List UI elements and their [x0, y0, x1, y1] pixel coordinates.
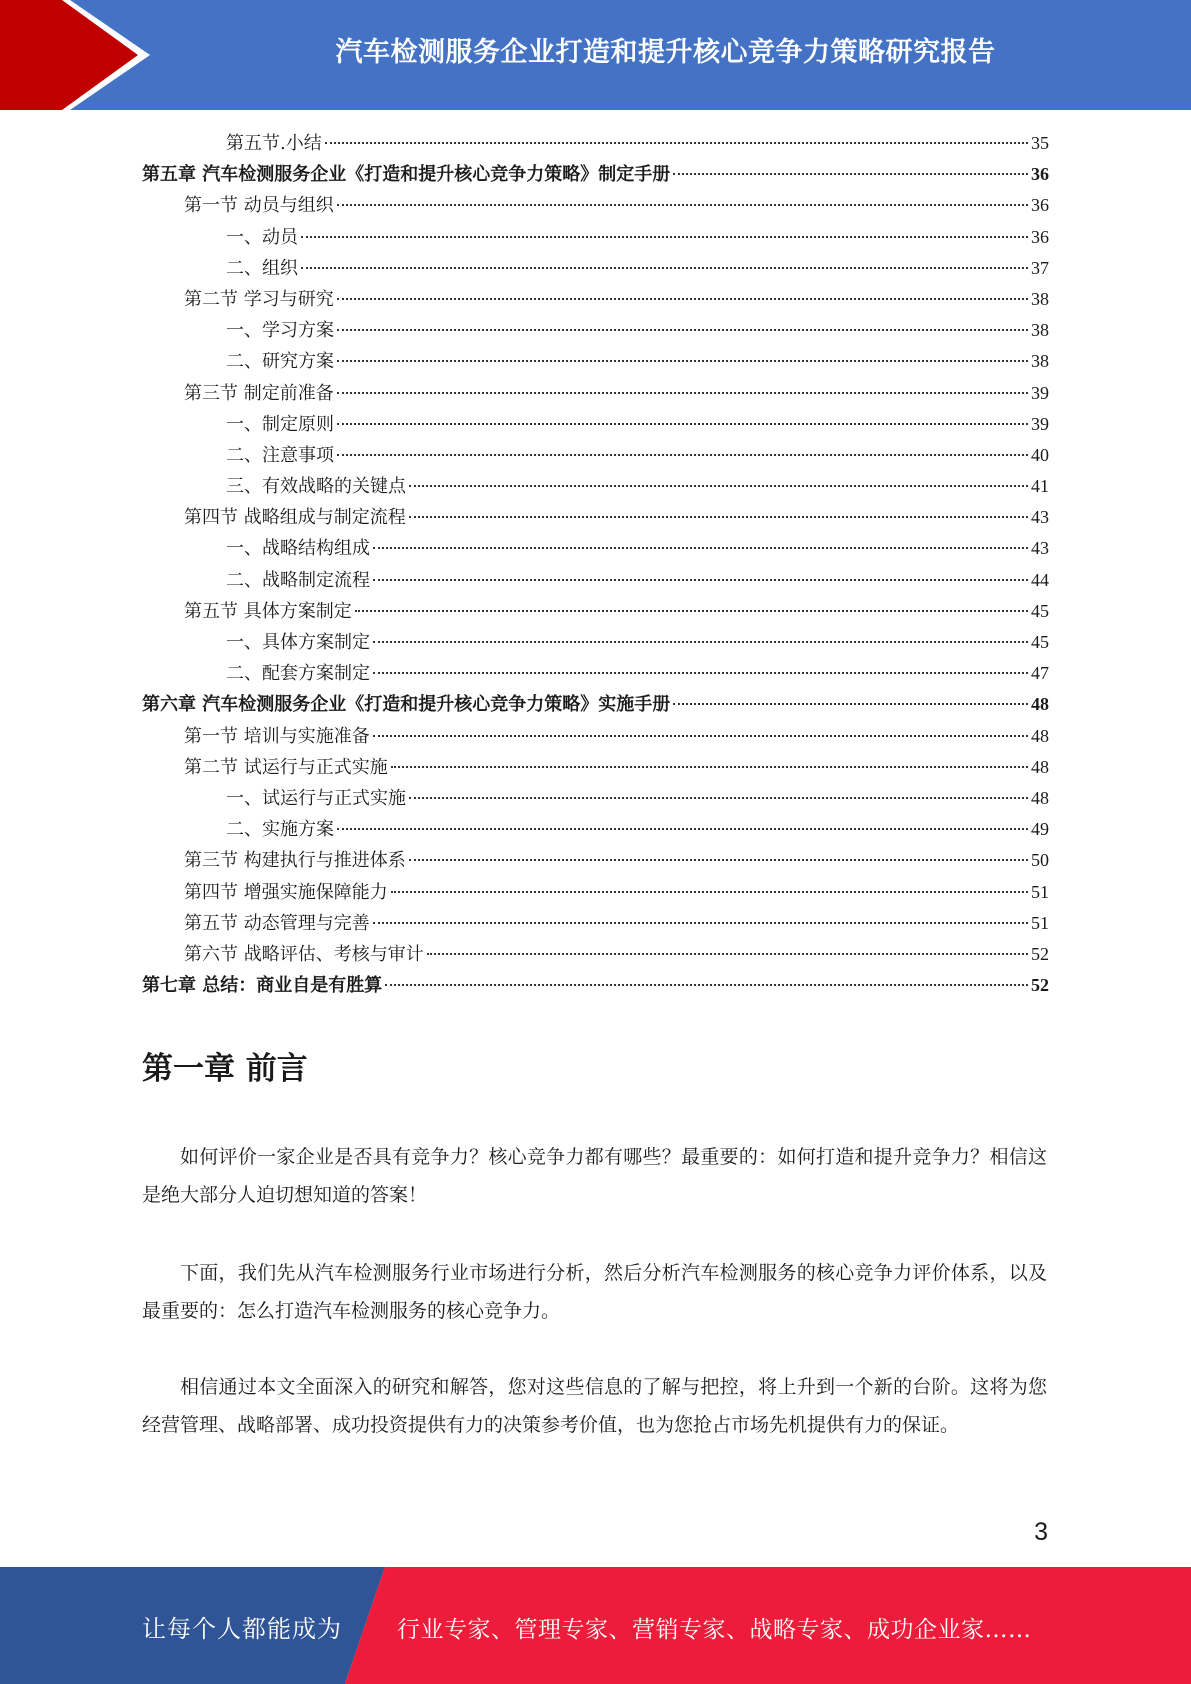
toc-section-entry[interactable]	[142, 939, 1049, 970]
toc-dot-leader	[355, 610, 1028, 612]
toc-page-number: 44	[1031, 569, 1049, 590]
page-footer	[0, 1567, 1191, 1684]
toc-page-number: 49	[1031, 819, 1049, 840]
toc-entry-title: 第五章 汽车检测服务企业《打造和提升核心竞争力策略》制定手册	[142, 164, 671, 186]
toc-page-number: 38	[1031, 351, 1049, 372]
toc-section-entry[interactable]	[142, 845, 1049, 876]
footer-slogan-left: 让每个人都能成为	[142, 1615, 342, 1643]
header-arrow-decoration	[0, 0, 160, 110]
toc-subsection-entry[interactable]	[142, 627, 1049, 658]
toc-page-number: 38	[1031, 320, 1049, 341]
toc-subsection-entry[interactable]	[142, 565, 1049, 596]
toc-entry-title: 第一节 动员与组织	[184, 195, 334, 217]
toc-entry-title: 第六节 战略评估、考核与审计	[184, 943, 424, 965]
body-paragraph: 相信通过本文全面深入的研究和解答，您对这些信息的了解与把控，将上升到一个新的台阶。这将为您经营管理、战略部署、成功投资提供有力的决策参考价值，也为您抢占市场先机提供有力的保证。	[142, 1376, 1047, 1436]
toc-dot-leader	[373, 641, 1028, 643]
toc-dot-leader	[409, 485, 1028, 487]
toc-page-number: 48	[1031, 756, 1049, 777]
toc-entry-title: 第一节 培训与实施准备	[184, 725, 370, 747]
toc-page-number: 45	[1031, 632, 1049, 652]
toc-subsection-entry[interactable]	[142, 783, 1049, 814]
toc-chapter-entry[interactable]	[142, 970, 1049, 1001]
toc-page-number: 48	[1031, 787, 1049, 808]
body-paragraph: 如何评价一家企业是否具有竞争力？核心竞争力都有哪些？最重要的：如何打造和提升竞争力？相信这是绝大部分人迫切想知道的答案！	[142, 1146, 1047, 1206]
toc-entry-title: 一、学习方案	[226, 320, 334, 342]
toc-page-number: 36	[1031, 164, 1049, 185]
toc-dot-leader	[337, 828, 1028, 830]
page-number: 3	[1034, 1518, 1048, 1546]
toc-entry-title: 一、具体方案制定	[226, 632, 370, 653]
toc-subsection-entry[interactable]	[142, 315, 1049, 346]
toc-page-number: 51	[1031, 912, 1049, 933]
toc-dot-leader	[409, 797, 1028, 799]
toc-subsection-entry[interactable]	[142, 658, 1049, 689]
body-paragraph: 下面，我们先从汽车检测服务行业市场进行分析，然后分析汽车检测服务的核心竞争力评价体系，以及最重要的：怎么打造汽车检测服务的核心竞争力。	[142, 1262, 1047, 1322]
toc-dot-leader	[409, 859, 1028, 861]
toc-section-entry[interactable]	[142, 502, 1049, 533]
toc-entry-title: 二、战略制定流程	[226, 569, 370, 591]
toc-entry-title: 第三节 制定前准备	[184, 382, 334, 404]
toc-page-number: 51	[1031, 881, 1049, 902]
toc-entry-title: 一、制定原则	[226, 413, 334, 435]
toc-page-number: 43	[1031, 538, 1049, 559]
page-header	[0, 0, 1191, 110]
toc-page-number: 40	[1031, 444, 1049, 465]
toc-section-entry[interactable]	[142, 877, 1049, 908]
toc-dot-leader	[673, 703, 1028, 705]
toc-dot-leader	[301, 267, 1028, 269]
toc-dot-leader	[385, 984, 1028, 986]
toc-entry-title: 第七章 总结：商业自是有胜算	[142, 975, 383, 997]
toc-entry-title: 二、实施方案	[226, 819, 334, 841]
toc-entry-title: 第五节 具体方案制定	[184, 600, 352, 622]
toc-dot-leader	[391, 891, 1028, 893]
toc-subsection-entry[interactable]	[142, 409, 1049, 440]
toc-section-entry[interactable]	[142, 908, 1049, 939]
toc-subsection-entry[interactable]	[142, 471, 1049, 502]
table-of-contents	[142, 128, 1049, 1001]
toc-entry-title: 一、战略结构组成	[226, 538, 370, 560]
toc-entry-title: 第六章 汽车检测服务企业《打造和提升核心竞争力策略》实施手册	[142, 694, 671, 716]
toc-entry-title: 一、动员	[226, 226, 298, 248]
toc-dot-leader	[373, 735, 1028, 737]
toc-page-number: 47	[1031, 663, 1049, 684]
toc-dot-leader	[325, 142, 1028, 144]
toc-entry-title: 二、研究方案	[226, 351, 334, 373]
toc-dot-leader	[373, 547, 1028, 549]
toc-page-number: 45	[1031, 600, 1049, 621]
report-title: 汽车检测服务企业打造和提升核心竞争力策略研究报告	[335, 37, 996, 68]
toc-subsection-entry[interactable]	[142, 128, 1049, 159]
toc-page-number: 35	[1031, 133, 1049, 153]
toc-page-number: 52	[1031, 975, 1049, 996]
toc-dot-leader	[301, 236, 1028, 238]
toc-subsection-entry[interactable]	[142, 253, 1049, 284]
chapter-title: 第一章 前言	[142, 1051, 308, 1087]
toc-page-number: 52	[1031, 943, 1049, 964]
toc-page-number: 39	[1031, 382, 1049, 403]
toc-page-number: 36	[1031, 226, 1049, 247]
toc-page-number: 37	[1031, 257, 1049, 278]
toc-dot-leader	[409, 516, 1028, 518]
toc-dot-leader	[337, 454, 1028, 456]
toc-page-number: 48	[1031, 725, 1049, 746]
footer-slogan-right: 行业专家、管理专家、营销专家、战略专家、成功企业家……	[397, 1617, 1032, 1643]
toc-dot-leader	[337, 392, 1028, 394]
toc-chapter-entry[interactable]	[142, 689, 1049, 720]
toc-page-number: 41	[1031, 476, 1049, 497]
toc-entry-title: 第五节.小结	[226, 133, 322, 154]
toc-section-entry[interactable]	[142, 190, 1049, 221]
toc-subsection-entry[interactable]	[142, 440, 1049, 471]
toc-page-number: 38	[1031, 288, 1049, 309]
toc-entry-title: 第四节 增强实施保障能力	[184, 881, 388, 903]
toc-page-number: 50	[1031, 850, 1049, 871]
toc-page-number: 43	[1031, 507, 1049, 528]
toc-dot-leader	[337, 204, 1028, 206]
toc-section-entry[interactable]	[142, 378, 1049, 409]
toc-entry-title: 第四节 战略组成与制定流程	[184, 507, 406, 529]
toc-entry-title: 二、组织	[226, 257, 298, 279]
toc-page-number: 36	[1031, 195, 1049, 216]
toc-entry-title: 一、试运行与正式实施	[226, 787, 406, 809]
toc-dot-leader	[373, 672, 1028, 674]
toc-entry-title: 三、有效战略的关键点	[226, 476, 406, 498]
toc-subsection-entry[interactable]	[142, 222, 1049, 253]
toc-dot-leader	[373, 922, 1028, 924]
toc-page-number: 48	[1031, 694, 1049, 715]
toc-entry-title: 第三节 构建执行与推进体系	[184, 850, 406, 872]
toc-dot-leader	[373, 579, 1028, 581]
toc-entry-title: 第二节 学习与研究	[184, 288, 334, 310]
toc-dot-leader	[337, 360, 1028, 362]
toc-section-entry[interactable]	[142, 752, 1049, 783]
toc-subsection-entry[interactable]	[142, 346, 1049, 377]
toc-page-number: 39	[1031, 413, 1049, 434]
toc-entry-title: 第五节 动态管理与完善	[184, 912, 370, 934]
toc-dot-leader	[337, 298, 1028, 300]
toc-section-entry[interactable]	[142, 596, 1049, 627]
toc-section-entry[interactable]	[142, 284, 1049, 315]
toc-section-entry[interactable]	[142, 721, 1049, 752]
toc-dot-leader	[391, 766, 1028, 768]
toc-dot-leader	[427, 953, 1028, 955]
toc-chapter-entry[interactable]	[142, 159, 1049, 190]
toc-entry-title: 二、注意事项	[226, 444, 334, 466]
toc-entry-title: 二、配套方案制定	[226, 663, 370, 685]
toc-dot-leader	[337, 423, 1028, 425]
toc-subsection-entry[interactable]	[142, 814, 1049, 845]
toc-dot-leader	[673, 173, 1028, 175]
toc-subsection-entry[interactable]	[142, 533, 1049, 564]
toc-dot-leader	[337, 329, 1028, 331]
toc-entry-title: 第二节 试运行与正式实施	[184, 756, 388, 778]
